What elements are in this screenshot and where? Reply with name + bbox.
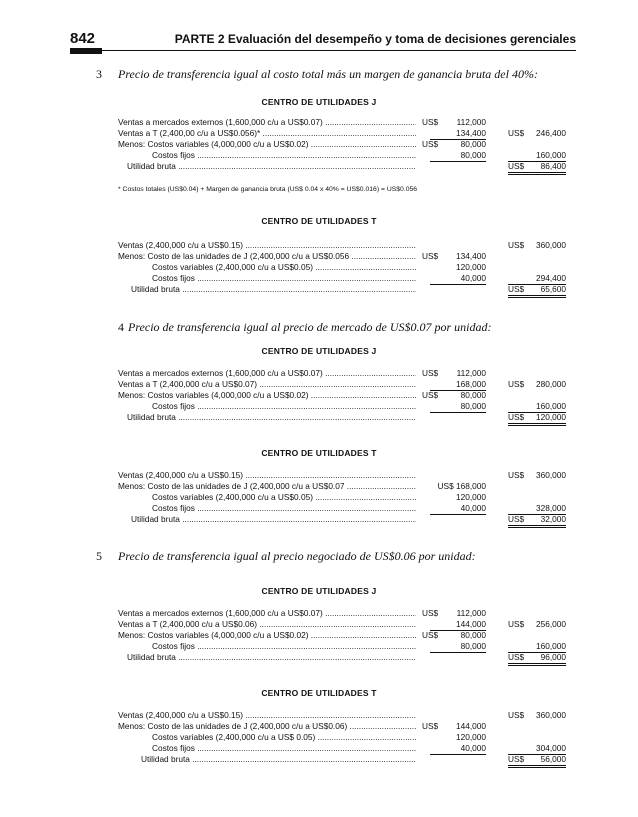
row-amount: US$ [508,514,524,528]
row-amount: 120,000 [456,262,486,272]
row-label: Ventas a mercados externos (1,600,000 c/u a US$0.07) ..... [118,368,416,379]
row-label: Costos variables (2,400,000 c/u a US$0.05) ..... [152,492,416,503]
page-number: 842 [70,30,96,47]
row-amount: US$ [422,608,439,618]
row-amount: US$ [422,139,439,149]
row-label: Ventas (2,400,000 c/u a US$0.15) ..... [118,240,416,251]
row-amount: 80,000 [460,390,486,400]
section-4-t-title: CENTRO DE UTILIDADES T [261,448,377,458]
row-amount: 120,000 [456,732,486,742]
row-amount: 112,000 [456,608,486,618]
row-amount: 360,000 [536,710,566,720]
row-amount: US$ [508,240,525,250]
row-amount: US$ 168,000 [437,481,486,491]
row-label: Costos fijos ..... [152,641,416,652]
section-3-heading: Precio de transferencia igual al costo total más un margen de ganancia bruta del 40%: [118,67,538,81]
row-amount: 32,000 [508,514,566,528]
row-label: Ventas a mercados externos (1,600,000 c/u a US$0.07) ..... [118,608,416,619]
row-amount: 80,000 [460,630,486,640]
row-amount: 65,600 [508,284,566,298]
row-label: Ventas (2,400,000 c/u a US$0.15) ..... [118,470,416,481]
row-label: Utilidad bruta ..... [127,652,416,663]
row-amount: 360,000 [536,470,566,480]
row-amount: 96,000 [508,652,566,666]
row-label: Menos: Costo de las unidades de J (2,400,000 c/u a US$0.07 ..... [118,481,416,492]
row-amount: 246,400 [536,128,566,138]
row-label: Menos: Costo de las unidades de J (2,400,000 c/u a US$0.06) ..... [118,721,416,732]
row-amount: 360,000 [536,240,566,250]
row-amount: US$ [422,721,439,731]
row-amount: 40,000 [430,503,486,515]
section-3-footnote: * Costos totales (US$0.04) + Margen de ganancia bruta (US$ 0.04 x 40% = US$0.016) = US$0.056 [118,186,418,193]
row-amount: 40,000 [430,273,486,285]
row-amount: 280,000 [536,379,566,389]
row-amount: 294,400 [508,273,566,285]
row-amount: 86,400 [508,161,566,175]
row-amount: US$ [422,117,439,127]
section-5-t-title: CENTRO DE UTILIDADES T [261,688,377,698]
row-amount: 112,000 [456,117,486,127]
row-label: Ventas (2,400,000 c/u a US$0.15) ..... [118,710,416,721]
row-amount: US$ [508,161,524,175]
row-amount: US$ [508,652,524,666]
row-label: Ventas a T (2,400,00 c/u a US$0.056)* ..... [118,128,416,139]
row-label: Menos: Costos variables (4,000,000 c/u a US$0.02) ..... [118,139,416,150]
row-amount: 160,000 [508,401,566,413]
header-rule [70,50,576,51]
row-amount: 40,000 [430,743,486,755]
row-amount: US$ [508,619,525,629]
row-amount: 120,000 [508,412,566,426]
row-amount: 328,000 [508,503,566,515]
section-4-number: 4 [118,320,124,334]
row-label: Ventas a mercados externos (1,600,000 c/u a US$0.07) ..... [118,117,416,128]
row-amount: US$ [422,368,439,378]
row-amount: 80,000 [430,150,486,162]
row-label: Utilidad bruta ..... [127,161,416,172]
row-amount: 160,000 [508,150,566,162]
row-label: Menos: Costos variables (4,000,000 c/u a US$0.02) ..... [118,630,416,641]
row-amount: US$ [508,379,525,389]
row-amount: US$ [422,630,439,640]
row-amount: 112,000 [456,368,486,378]
row-amount: 168,000 [430,379,486,391]
row-label: Costos fijos ..... [152,503,416,514]
row-amount: 144,000 [430,619,486,631]
section-4-heading: Precio de transferencia igual al precio de mercado de US$0.07 por unidad: [128,320,492,334]
row-label: Costos variables (2,400,000 c/u a US$0.05) ..... [152,262,416,273]
section-3-number: 3 [96,67,102,81]
row-label: Utilidad bruta ..... [141,754,416,765]
row-amount: US$ [508,284,524,298]
section-4-j-title: CENTRO DE UTILIDADES J [261,346,377,356]
row-amount: 80,000 [430,401,486,413]
row-label: Menos: Costos variables (4,000,000 c/u a US$0.02) ..... [118,390,416,401]
row-amount: 134,400 [430,128,486,140]
row-amount: US$ [422,390,439,400]
row-label: Ventas a T (2,400,000 c/u a US$0.06) ..... [118,619,416,630]
row-amount: 56,000 [508,754,566,768]
section-5-number: 5 [96,549,102,563]
row-amount: US$ [508,710,525,720]
row-amount: 80,000 [460,139,486,149]
row-amount: 120,000 [456,492,486,502]
section-5-j-title: CENTRO DE UTILIDADES J [261,586,377,596]
row-amount: US$ [508,754,524,768]
row-label: Ventas a T (2,400,000 c/u a US$0.07) ..... [118,379,416,390]
row-amount: US$ [422,251,439,261]
section-3-j-title: CENTRO DE UTILIDADES J [261,97,377,107]
row-label: Costos fijos ..... [152,401,416,412]
row-amount: 256,000 [536,619,566,629]
row-amount: 134,400 [456,251,486,261]
page-header [70,30,576,52]
row-amount: 304,000 [508,743,566,755]
row-label: Utilidad bruta ..... [131,514,416,525]
row-label: Costos fijos ..... [152,150,416,161]
row-label: Utilidad bruta ..... [131,284,416,295]
section-3-t-title: CENTRO DE UTILIDADES T [261,216,377,226]
row-label: Costos variables (2,400,000 c/u a US$ 0.05) ..... [152,732,416,743]
row-label: Costos fijos ..... [152,743,416,754]
header-bar [70,48,102,54]
row-label: Menos: Costo de las unidades de J (2,400,000 c/u a US$0.056 ..... [118,251,416,262]
row-label: Utilidad bruta ..... [127,412,416,423]
row-amount: 144,000 [456,721,486,731]
row-amount: US$ [508,470,525,480]
row-amount: US$ [508,128,525,138]
running-title: PARTE 2 Evaluación del desempeño y toma de decisiones gerenciales [174,32,576,46]
row-amount: US$ [508,412,524,426]
section-5-heading: Precio de transferencia igual al precio negociado de US$0.06 por unidad: [118,549,476,563]
row-amount: 80,000 [430,641,486,653]
row-label: Costos fijos ..... [152,273,416,284]
row-amount: 160,000 [508,641,566,653]
